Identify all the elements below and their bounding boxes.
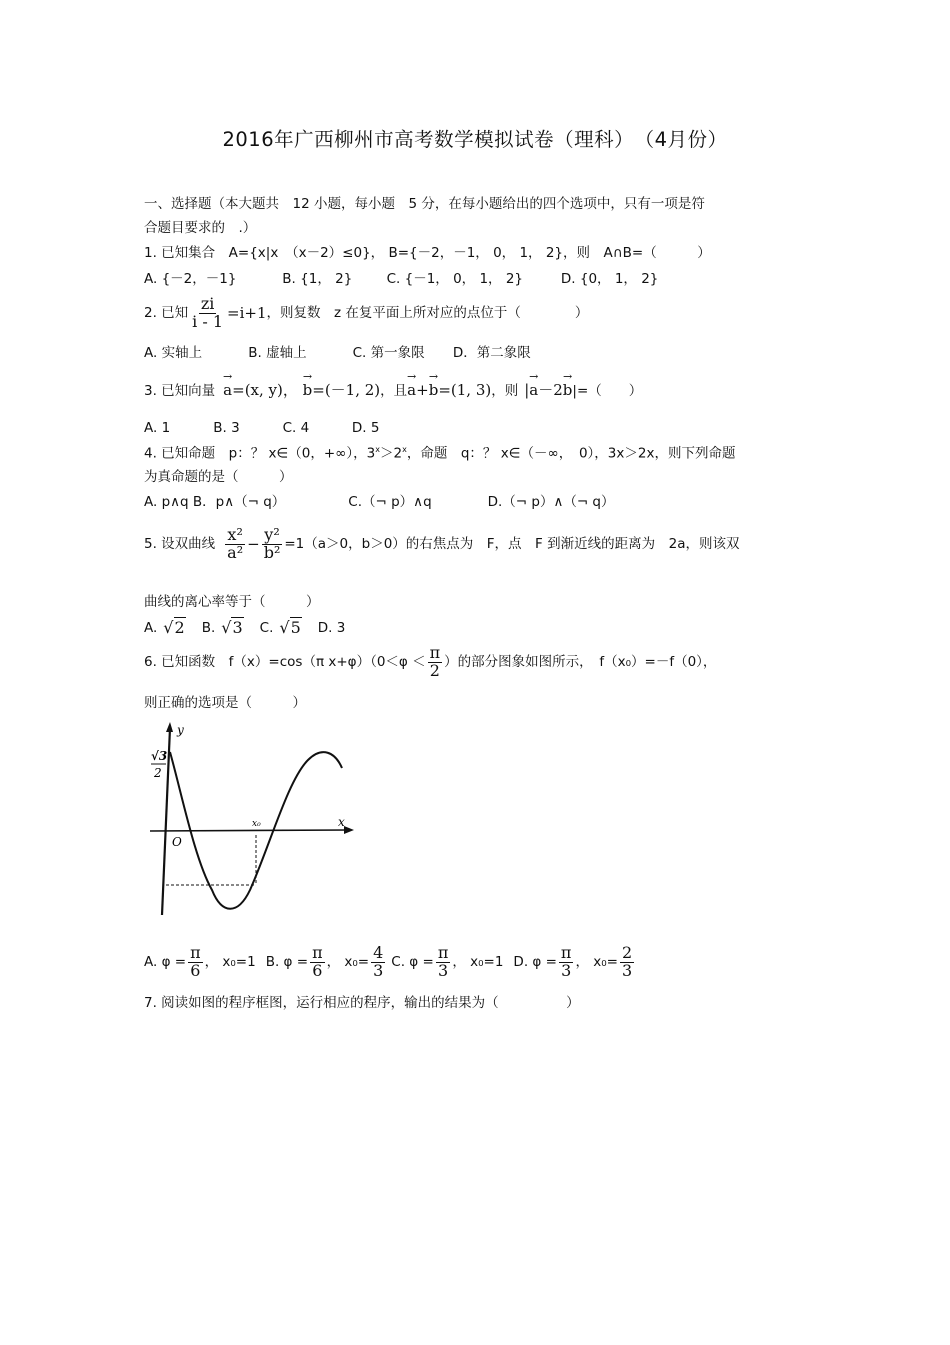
question-6-suffix: ）的部分图象如图所示， f（x₀）=－f（0）， [444,654,717,671]
question-2-suffix: ，则复数 z 在复平面上所对应的点位于（ ） [266,305,589,322]
vector-sum-a: → a [407,381,416,399]
y-mark-numerator: √3 [151,749,168,763]
hyperbola-term-y [262,527,283,562]
x-axis-label: x [338,815,345,829]
x0-label: x₀ [252,819,261,829]
fraction-denominator: 3 [561,960,572,980]
fraction [310,945,325,980]
y-axis-arrow [166,722,173,732]
question-3-options [144,420,379,436]
radicand: 2 [174,618,185,637]
fraction [620,945,634,980]
option-label: A. [144,619,158,636]
fraction-denominator: 6 [190,960,201,980]
question-2-options [144,345,531,361]
question-6-fraction [428,645,443,680]
fraction-numerator: π [560,943,572,962]
question-2-option-c: C. 第一象限 [352,345,425,361]
abs-open: | [524,381,530,399]
function-graph [150,720,360,925]
option-d-prefix: D. φ = [513,954,557,971]
origin-label: O [172,835,182,849]
vector-b-value: =(－1, 2) [312,381,381,399]
question-7-stem: 7. 阅读如图的程序框图，运行相应的程序，输出的结果为（ ） [144,995,580,1011]
abs-vector-a: → a [529,381,538,399]
question-2-option-a: A. 实轴上 [144,345,203,361]
sqrt-5: √5 [279,618,301,637]
option-b-middle: ， x₀= [326,954,370,971]
question-5-options [144,618,345,637]
vector-a-symbol: → a [223,381,232,399]
question-6-options [144,945,636,980]
question-4-option-d: D.（¬ p）∧（¬ q） [487,494,615,510]
question-6-line2: 则正确的选项是（ ） [144,695,306,711]
question-3-stem [144,381,642,399]
sqrt-2: √2 [163,618,185,637]
abs-minus: －2 [538,381,563,399]
question-5-line2: 曲线的离心率等于（ ） [144,594,320,610]
vector-a-value: =(x, y)， [232,381,298,399]
question-6-stem [144,645,716,680]
fraction-denominator: a² [227,542,244,562]
question-4-options [144,494,615,510]
fraction-numerator: π [190,943,201,962]
exponent-x: x [402,445,407,454]
question-2-option-d: D．第二象限 [452,345,531,361]
radicand: 3 [232,618,243,637]
option-a-prefix: A. φ = [144,954,187,971]
fraction-denominator: 2 [429,660,440,680]
question-4-option-c: C.（¬ p）∧q [348,494,432,510]
option-label: C. [259,619,274,636]
vector-sum-plus: + [416,381,429,399]
fraction-denominator: 3 [373,960,384,980]
question-4-part-b: ＞2 [380,445,403,462]
fraction-numerator: y² [264,525,280,544]
question-3-then: ，则 [491,383,519,399]
question-3-option-c: C. 4 [282,420,310,436]
option-c-prefix: C. φ = [391,954,434,971]
question-2-option-b: B. 虚轴上 [248,345,307,361]
section-header-line1: 一、选择题（本大题共 12 小题，每小题 5 分，在每小题给出的四个选项中，只有一项是符 [144,196,705,212]
vector-a-definition [223,381,380,399]
fraction-numerator: 4 [373,943,384,962]
question-1-options [144,271,658,287]
abs-close: |=（ ） [572,383,643,399]
abs-vector-b: → b [563,381,573,399]
question-1-stem: 1. 已知集合 A={x|x （x－2）≤0}， B={－2，－1， 0， 1， 2}，则 A∩B=（ ） [144,245,711,261]
fraction-denominator: 3 [621,960,633,980]
question-3-and: ，且 [380,383,408,399]
question-5-stem [144,527,739,562]
option-a-suffix: ， x₀=1 [204,954,256,971]
fraction-numerator: zi [200,294,215,313]
question-4-option-ab: A. p∧q B．p∧（¬ q） [144,494,286,510]
fraction [371,945,385,980]
y-mark-denominator: 2 [154,766,162,780]
fraction-numerator: π [312,943,323,962]
vector-b-symbol: → b [303,381,313,399]
question-5-prefix: 5. 设双曲线 [144,536,216,553]
option-b-prefix: B. φ = [265,954,309,971]
y-axis-label: y [177,723,184,737]
question-4-part-c: ，命题 q：？ x∈（－∞， 0），3x＞2x，则下列命题 [406,445,736,462]
fraction [188,945,203,980]
question-1-option-a: A. {－2，－1} [144,271,237,287]
question-2-prefix: 2. 已知 [144,305,189,322]
sqrt-3: √3 [221,618,243,637]
question-3-option-a: A. 1 [144,420,171,436]
radicand: 5 [290,618,301,637]
question-2-fraction [190,296,225,331]
vector-magnitude-expression [524,381,572,399]
question-6-prefix: 6. 已知函数 f（x）=cos（π x+φ）（0＜φ ＜ [144,654,426,671]
x-axis-arrow [344,826,354,834]
question-1-option-d: D. {0， 1， 2} [560,271,659,287]
question-4-line2: 为真命题的是（ ） [144,469,293,485]
vector-sum-value: =(1, 3) [438,381,492,399]
section-header-line2: 合题目要求的 .） [144,220,257,236]
fraction-numerator: π [429,643,441,662]
question-5-suffix: =1（a＞0，b＞0）的右焦点为 F，点 F 到渐近线的距离为 2a，则该双 [284,536,740,553]
exponent-x: x [375,445,381,454]
question-4-part-a: 4. 已知命题 p：？ x∈（0，+∞），3 [144,445,376,462]
fraction-denominator: 3 [437,960,449,980]
fraction-denominator: b² [263,542,281,562]
option-c-suffix: ， x₀=1 [452,954,504,971]
question-5-option-d: D. 3 [317,619,346,636]
question-3-prefix: 3. 已知向量 [144,383,216,399]
fraction-numerator: 2 [621,943,633,962]
option-d-middle: ， x₀= [575,954,618,971]
minus-sign: − [247,535,260,554]
question-3-option-d: D. 5 [351,420,380,436]
vector-sum-condition [407,381,491,399]
question-4-stem [144,445,735,462]
page-title: 2016年广西柳州市高考数学模拟试卷（理科） （4月份） [222,128,728,151]
vector-sum-b: → b [429,381,439,399]
question-2-equation: =i+1 [227,304,267,323]
fraction [559,945,574,980]
question-2-stem [144,296,588,331]
fraction-numerator: π [437,943,449,962]
fraction-denominator: 6 [312,960,323,980]
x-axis-line [150,830,350,831]
option-label: B. [201,619,216,636]
fraction [436,945,451,980]
fraction-denominator: i - 1 [192,311,224,331]
hyperbola-term-x [225,527,245,562]
fraction-numerator: x² [227,525,243,544]
question-1-option-b: B. {1， 2} [282,271,353,287]
question-1-option-c: C. {－1， 0， 1， 2} [386,271,524,287]
question-3-option-b: B. 3 [213,420,240,436]
